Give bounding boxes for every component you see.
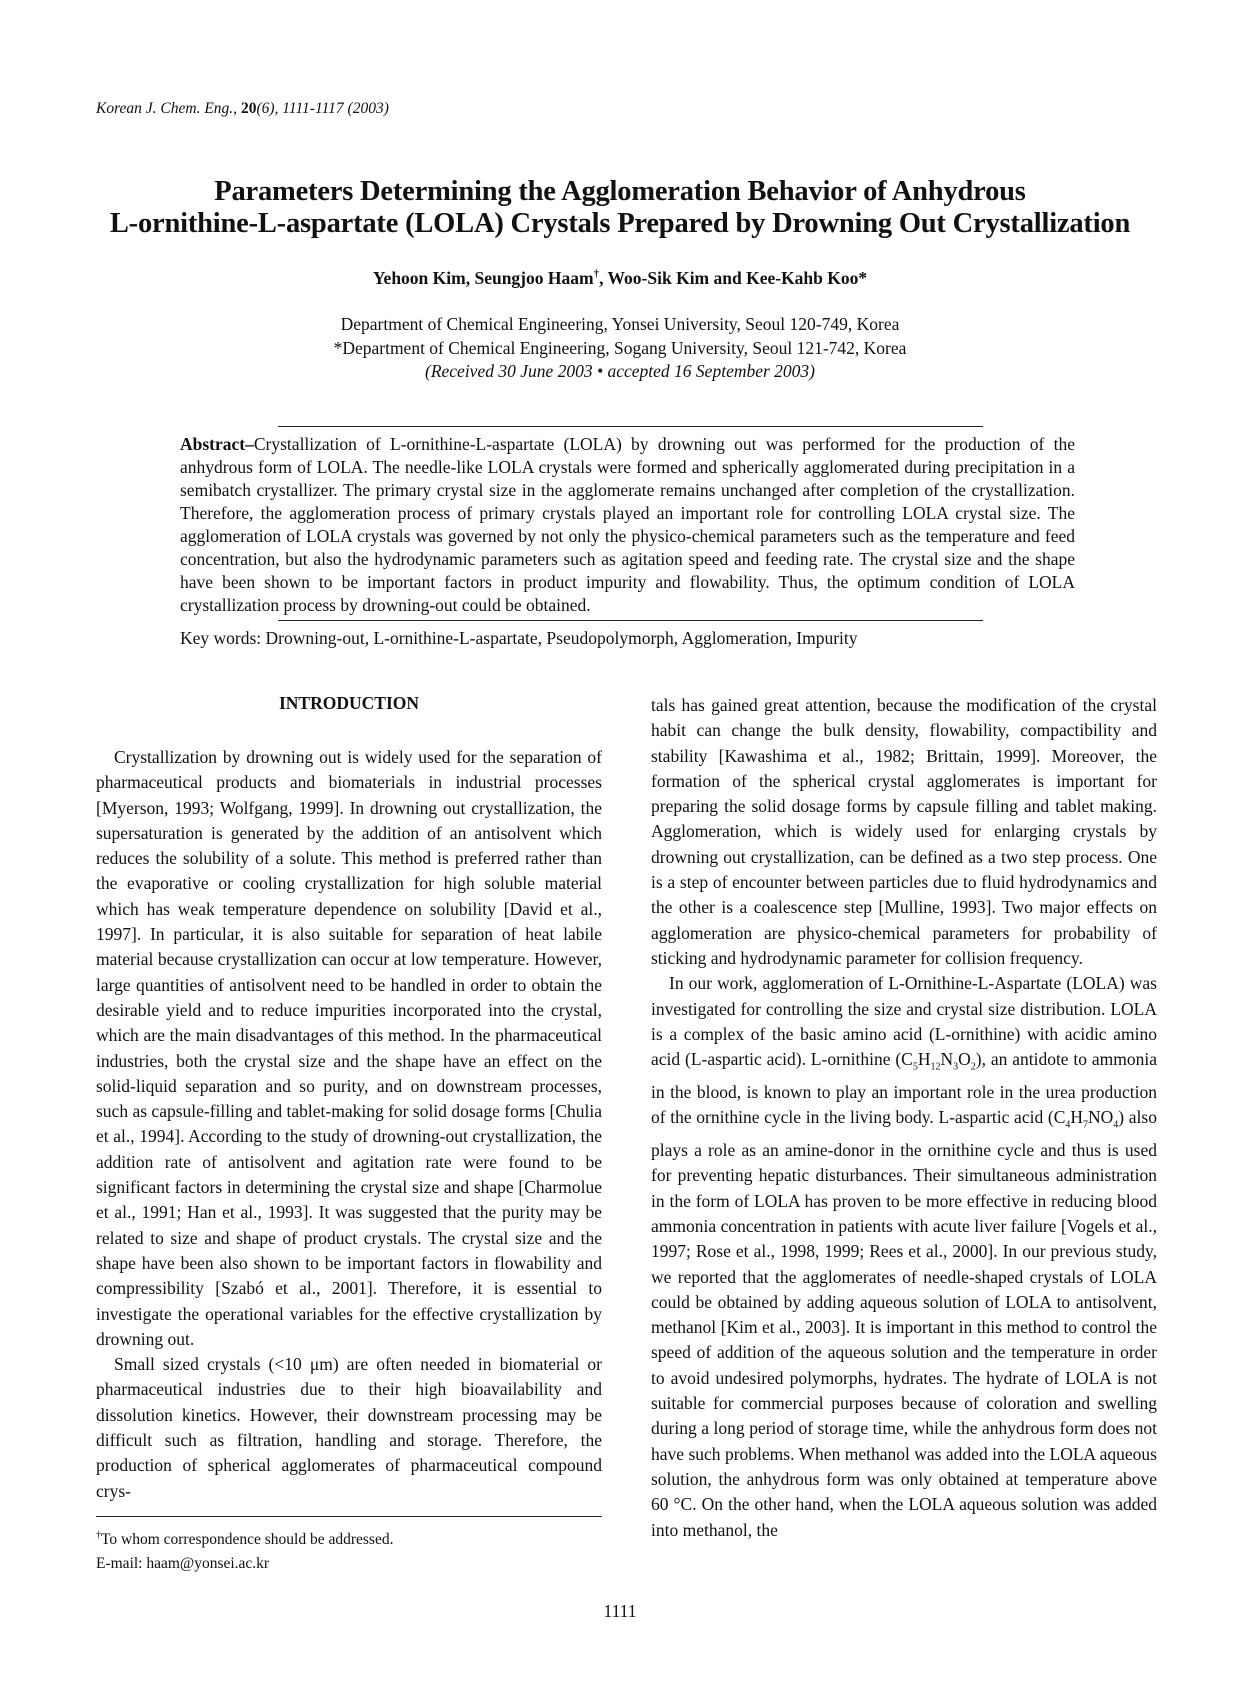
right-column: [651, 693, 1157, 1543]
subscript: 4: [1113, 1119, 1119, 1131]
text-run: ) also plays a role as an amine-donor in the ornithine cycle and thus is used for preventing hepatic disturbances. Their simultaneous administration in the form of LOLA has proven to be more effective in reducing blood ammonia concentration in patients with acute liver failure [Vogels et al., 1997; Rose et al., 1998, 1999; Rees et al., 2000]. In our previous study, we reported that the agglomerates of needle-shaped crystals of LOLA could be obtained by adding aqueous solution of LOLA to antisolvent, methanol [Kim et al., 2003]. It is important in this method to control the speed of addition of the aqueous solution and the temperature in order to avoid undesired polymorphs, hydrates. The hydrate of LOLA is not suitable for commercial purposes because of coloration and swelling during a long period of storage time, while the anhydrous form does not have such problems. When methanol was added into the LOLA aqueous solution, the anhydrous form was only obtained at temperature above 60 °C. On the other hand, when the LOLA aqueous solution was added into methanol, the: [651, 1107, 1157, 1540]
title-line-1: Parameters Determining the Agglomeration Behavior of Anhydrous: [214, 176, 1026, 207]
dagger-mark: †: [96, 1530, 101, 1541]
page-number: 1111: [603, 1601, 637, 1621]
left-column: [96, 745, 602, 1504]
dagger-mark: †: [593, 268, 600, 281]
journal-volume: 20: [240, 100, 257, 117]
paragraph: Crystallization by drowning out is widely used for the separation of pharmaceutical products and biomaterials in industrial processes [Myerson, 1993; Wolfgang, 1999]. In drowning out crystallization, the supersaturation is generated by the addition of an antisolvent which reduces the solubility of a solute. This method is preferred rather than the evaporative or cooling crystallization for high soluble material which has weak temperature dependence on solubility [David et al., 1997]. In particular, it is also suitable for separation of heat labile material because crystallization can occur at low temperature. However, large quantities of antisolvent need to be handled in order to obtain the desirable yield and to reduce impurities incorporated into the crystal, which are the main disadvantages of this method. In the pharmaceutical industries, both the crystal size and the shape have an effect on the solid-liquid separation and so purity, and on downstream processes, such as capsule-filling and tablet-making for solid dosage forms [Chulia et al., 1994]. According to the study of drowning-out crystallization, the addition rate of antisolvent and agitation rate were found to be significant factors in determining the crystal size and shape [Charmolue et al., 1991; Han et al., 1993]. It was suggested that the purity may be related to size and shape of product crystals. The crystal size and the shape have been also shown to be important factors in flowability and compressibility [Szabó et al., 2001]. Therefore, it is essential to investigate the operational variables for the effective crystallization by drowning out.: [96, 747, 602, 1349]
authors-part-1: Yehoon Kim, Seungjoo Haam: [372, 268, 594, 288]
subscript: 3: [953, 1061, 959, 1073]
keywords: Key words: Drowning-out, L-ornithine-L-aspartate, Pseudopolymorph, Agglomeration, Impurity: [180, 628, 858, 648]
affiliation-1: Department of Chemical Engineering, Yonsei University, Seoul 120-749, Korea: [340, 314, 900, 334]
journal-name: Korean J. Chem. Eng.,: [96, 100, 238, 117]
paragraph: tals has gained great attention, because the modification of the crystal habit can change the bulk density, flowability, compactibility and stability [Kawashima et al., 1982; Brittain, 1999]. Moreover, the formation of the spherical crystal agglomerates is important for preparing the solid dosage forms by capsule filling and tablet making. Agglomeration, which is widely used for enlarging crystals by drowning out crystallization, can be defined as a two step process. One is a step of encounter between particles due to fluid hydrodynamics and the other is a coalescence step [Mulline, 1993]. Two major effects on agglomeration are physico-chemical parameters for probability of sticking and hydrodynamic parameter for collision frequency.: [651, 695, 1157, 968]
author-list: [60, 268, 1180, 289]
subscript: 5: [912, 1061, 918, 1073]
footnote-text: To whom correspondence should be addressed.: [101, 1531, 394, 1549]
abstract-text: Crystallization of L-ornithine-L-aspartate (LOLA) by drowning out was performed for the production of the anhydrous form of LOLA. The needle-like LOLA crystals were formed and spherically agglomerated during precipitation in a semibatch crystallizer. The primary crystal size in the agglomerate remains unchanged after completion of the crystallization. Therefore, the agglomeration process of primary crystals played an important role for controlling LOLA crystal size. The agglomeration of LOLA crystals was governed by not only the physico-chemical parameters such as the temperature and feed concentration, but also the hydrodynamic parameters such as agitation speed and feeding rate. The crystal size and the shape have been shown to be important factors in product impurity and flowability. Thus, the optimum condition of LOLA crystallization process by drowning-out could be obtained.: [180, 434, 1075, 615]
footnote: [96, 1524, 602, 1576]
subscript: 12: [930, 1061, 941, 1073]
authors-part-2: , Woo-Sik Kim and Kee-Kahb Koo*: [599, 268, 868, 288]
text-run: ), an antidote to ammonia in the blood, is known to play an important role in the urea production of the ornithine cycle in the living body. L-aspartic acid (C: [651, 1049, 1157, 1128]
footnote-rule: [96, 1516, 602, 1517]
paper-title: [60, 176, 1180, 240]
affiliation-2: *Department of Chemical Engineering, Sogang University, Seoul 121-742, Korea: [333, 337, 907, 358]
text-run: H: [917, 1049, 931, 1070]
text-run: In our work, agglomeration of L-Ornithine-L-Aspartate (LOLA) was investigated for controlling the size and crystal size distribution. LOLA is a complex of the basic amino acid (L-ornithine) with acidic amino acid (L-aspartic acid). L-ornithine (C: [651, 973, 1157, 1070]
abstract: [180, 433, 1075, 617]
subscript: 7: [1083, 1119, 1089, 1131]
footnote-correspondence: [96, 1524, 602, 1552]
journal-citation: [96, 100, 389, 118]
affiliations: [60, 313, 1180, 384]
title-line-2: L-ornithine-L-aspartate (LOLA) Crystals Prepared by Drowning Out Crystallization: [109, 208, 1131, 239]
received-accepted-dates: (Received 30 June 2003 • accepted 16 September 2003): [425, 361, 815, 381]
subscript: 4: [1065, 1119, 1071, 1131]
abstract-bottom-rule: [278, 620, 983, 621]
text-run: O: [958, 1049, 971, 1070]
paragraph: Small sized crystals (<10 μm) are often needed in biomaterial or pharmaceutical industries due to their high bioavailability and dissolution kinetics. However, their downstream processing may be difficult such as filtration, handling and storage. Therefore, the production of spherical agglomerates of pharmaceutical compound crys-: [96, 1354, 602, 1501]
section-heading-introduction: INTRODUCTION: [278, 693, 420, 713]
abstract-top-rule: [278, 426, 983, 427]
text-run: NO: [1088, 1107, 1114, 1128]
abstract-dash: –: [245, 434, 254, 454]
paragraph: [651, 971, 1157, 1543]
footnote-email: E-mail: haam@yonsei.ac.kr: [96, 1555, 270, 1573]
text-run: N: [940, 1049, 954, 1070]
text-run: H: [1070, 1107, 1084, 1128]
journal-issue-pages: (6), 1111-1117 (2003): [256, 100, 389, 117]
abstract-label: Abstract: [180, 434, 246, 454]
subscript: 2: [970, 1061, 976, 1073]
